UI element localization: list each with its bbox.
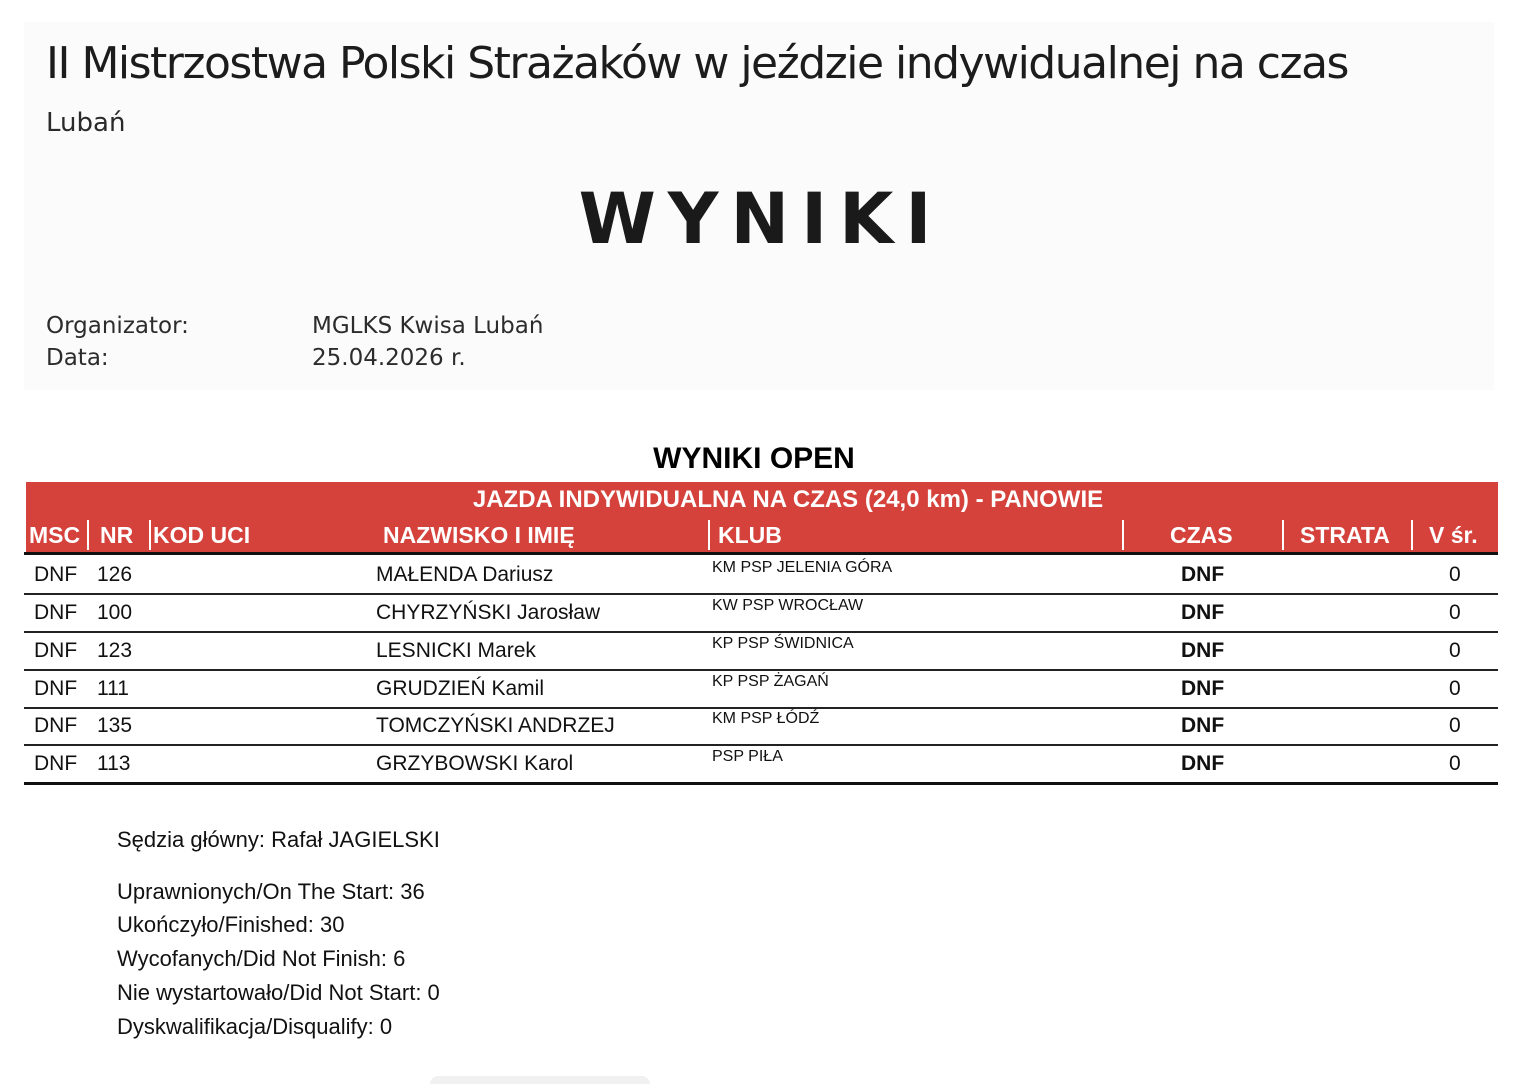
cell-time: DNF xyxy=(1181,639,1225,662)
column-separator xyxy=(708,520,710,550)
organizer-label: Organizator: xyxy=(46,313,189,339)
column-header-name: NAZWISKO I IMIĘ xyxy=(383,522,575,548)
cell-nr: 126 xyxy=(97,563,133,586)
cell-time: DNF xyxy=(1181,714,1225,737)
column-header-nr: NR xyxy=(100,522,134,548)
cell-speed: 0 xyxy=(1449,714,1461,737)
cell-nr: 123 xyxy=(97,639,133,662)
event-title: II Mistrzostwa Polski Strażaków w jeździe indywidualnej na czas xyxy=(46,38,1348,89)
column-separator xyxy=(87,520,89,550)
date-value: 25.04.2026 r. xyxy=(312,345,466,371)
event-city: Lubań xyxy=(46,108,126,138)
cell-name: TOMCZYŃSKI ANDRZEJ xyxy=(376,714,615,737)
cell-time: DNF xyxy=(1181,752,1225,775)
column-header-msc: MSC xyxy=(29,522,81,548)
cell-nr: 113 xyxy=(97,752,131,775)
column-separator xyxy=(1411,520,1413,550)
stat-did-not-start: Nie wystartowało/Did Not Start: 0 xyxy=(117,980,440,1005)
cell-msc: DNF xyxy=(34,601,78,624)
table-row xyxy=(24,706,1498,746)
cell-msc: DNF xyxy=(34,677,78,700)
cell-club: KP PSP ŻAGAŃ xyxy=(712,673,829,690)
column-header-time: CZAS xyxy=(1170,522,1233,548)
organizer-value: MGLKS Kwisa Lubań xyxy=(312,313,544,339)
cell-club: KM PSP ŁÓDŹ xyxy=(712,710,820,727)
cell-nr: 100 xyxy=(97,601,133,624)
column-separator xyxy=(1282,520,1284,550)
cell-club: PSP PIŁA xyxy=(712,748,783,765)
column-header-kod-uci: KOD UCI xyxy=(153,522,251,548)
table-row xyxy=(24,631,1498,671)
column-header-gap: STRATA xyxy=(1300,522,1390,548)
table-row xyxy=(24,744,1498,785)
stat-did-not-finish: Wycofanych/Did Not Finish: 6 xyxy=(117,946,406,971)
stat-finished: Ukończyło/Finished: 30 xyxy=(117,912,345,937)
cell-time: DNF xyxy=(1181,601,1225,624)
stat-disqualified: Dyskwalifikacja/Disqualify: 0 xyxy=(117,1014,393,1039)
column-separator xyxy=(1122,520,1124,550)
cell-time: DNF xyxy=(1181,563,1225,586)
column-header-speed: V śr. xyxy=(1429,522,1478,548)
race-banner: JAZDA INDYWIDUALNA NA CZAS (24,0 km) - PANOWIE xyxy=(472,486,1104,513)
table-row xyxy=(24,555,1498,595)
cell-speed: 0 xyxy=(1449,639,1461,662)
cell-msc: DNF xyxy=(34,714,78,737)
date-label: Data: xyxy=(46,345,109,371)
cell-club: KM PSP JELENIA GÓRA xyxy=(712,559,893,576)
table-row xyxy=(24,593,1498,633)
cell-nr: 111 xyxy=(97,677,129,700)
cell-speed: 0 xyxy=(1449,563,1461,586)
cell-name: CHYRZYŃSKI Jarosław xyxy=(376,601,601,624)
cell-time: DNF xyxy=(1181,677,1225,700)
cell-club: KW PSP WROCŁAW xyxy=(712,597,864,614)
column-header-club: KLUB xyxy=(718,522,782,548)
table-row xyxy=(24,669,1498,709)
cell-nr: 135 xyxy=(97,714,133,737)
cell-speed: 0 xyxy=(1449,677,1461,700)
cell-club: KP PSP ŚWIDNICA xyxy=(712,635,854,652)
results-heading: WYNIKI xyxy=(578,178,944,260)
cell-name: GRZYBOWSKI Karol xyxy=(376,752,574,775)
cell-speed: 0 xyxy=(1449,601,1461,624)
section-title: WYNIKI OPEN xyxy=(653,442,855,475)
cell-msc: DNF xyxy=(34,563,78,586)
cell-msc: DNF xyxy=(34,752,78,775)
column-separator xyxy=(149,520,151,550)
results-table-header xyxy=(26,482,1498,552)
page-edge-shadow xyxy=(430,1076,650,1084)
chief-judge: Sędzia główny: Rafał JAGIELSKI xyxy=(117,827,440,852)
cell-name: LESNICKI Marek xyxy=(376,639,536,662)
stat-on-start: Uprawnionych/On The Start: 36 xyxy=(117,879,425,904)
cell-name: GRUDZIEŃ Kamil xyxy=(376,677,545,700)
cell-speed: 0 xyxy=(1449,752,1461,775)
cell-name: MAŁENDA Dariusz xyxy=(376,563,554,586)
cell-msc: DNF xyxy=(34,639,78,662)
